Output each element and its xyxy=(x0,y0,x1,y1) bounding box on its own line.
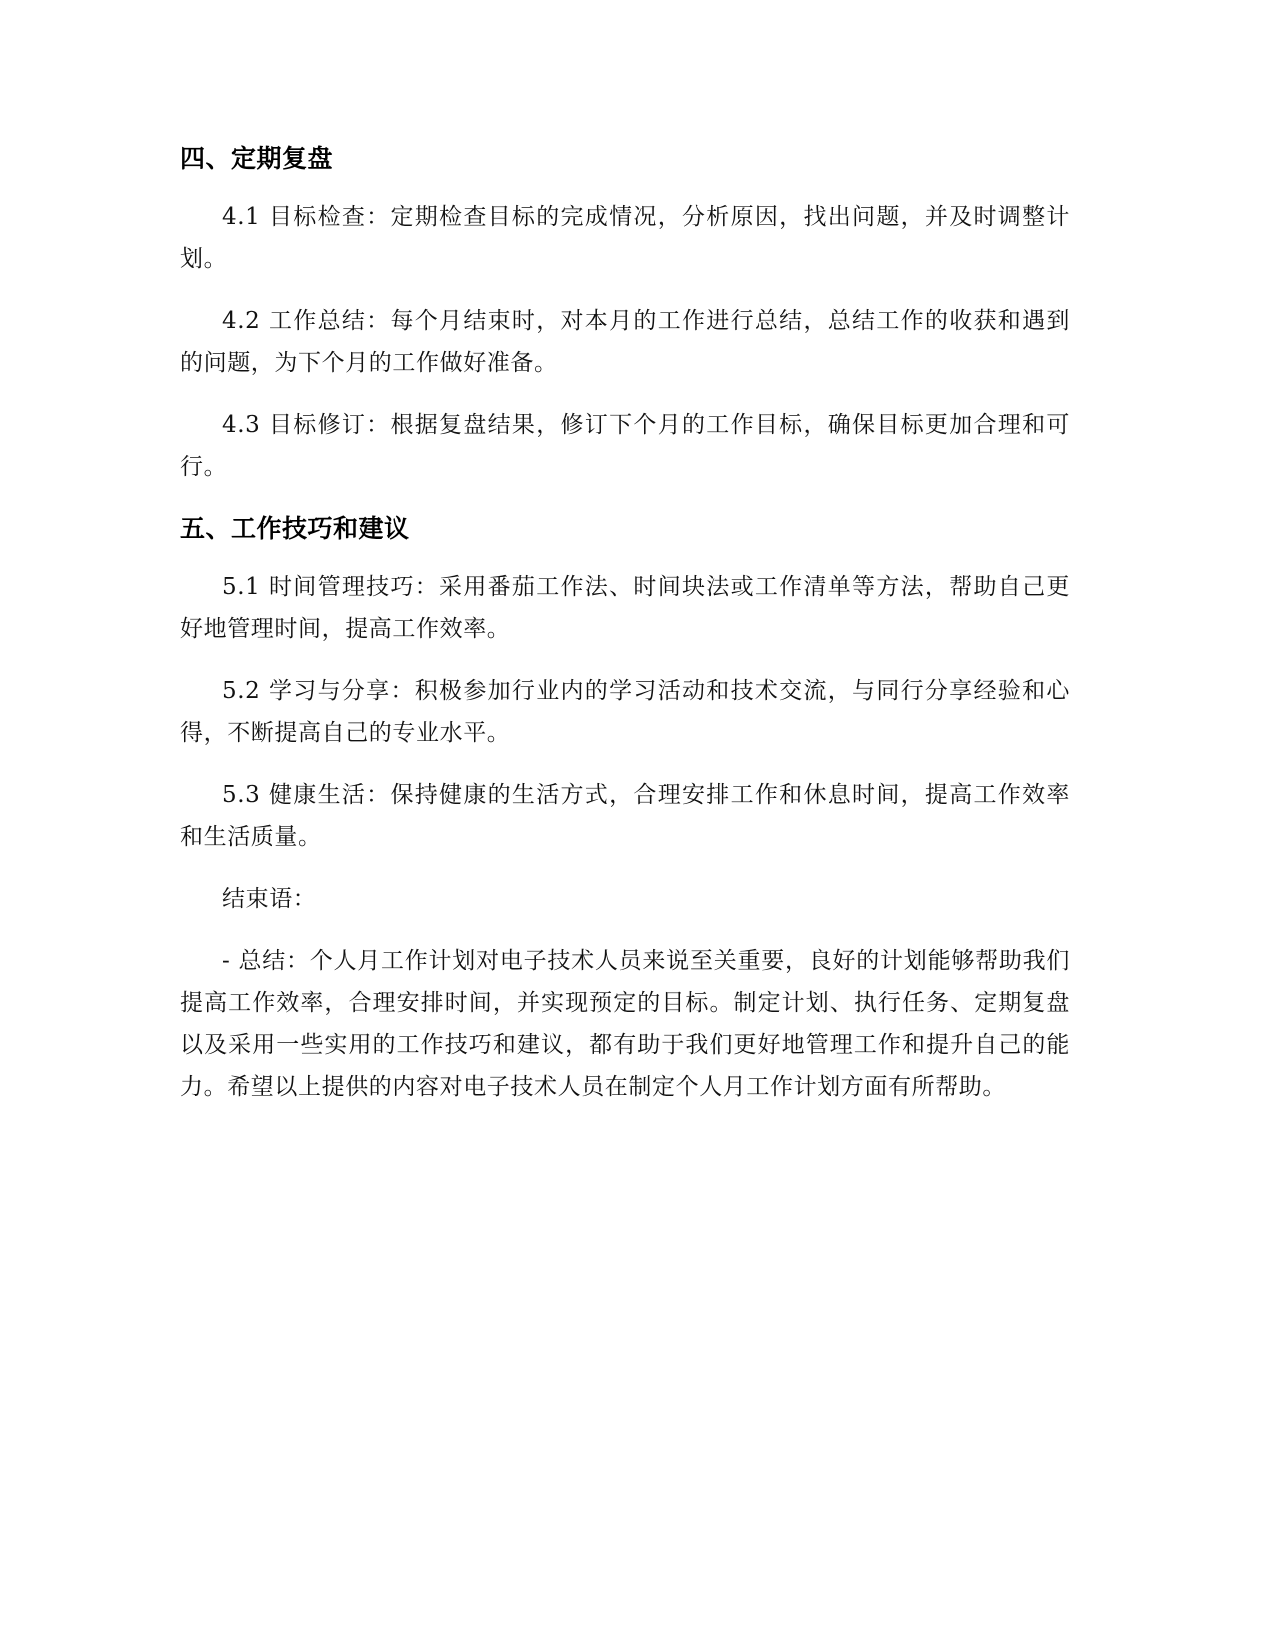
paragraph-4-3: 4.3 目标修订：根据复盘结果，修订下个月的工作目标，确保目标更加合理和可行。 xyxy=(180,412,1070,480)
paragraph-4-2: 4.2 工作总结：每个月结束时，对本月的工作进行总结，总结工作的收获和遇到的问题，为下个月的工作做好准备。 xyxy=(180,308,1070,376)
closing-label: 结束语： xyxy=(222,886,317,912)
paragraph-5-1: 5.1 时间管理技巧：采用番茄工作法、时间块法或工作清单等方法，帮助自己更好地管理时间，提高工作效率。 xyxy=(180,574,1070,642)
paragraph-5-2: 5.2 学习与分享：积极参加行业内的学习活动和技术交流，与同行分享经验和心得，不断提高自己的专业水平。 xyxy=(180,678,1070,746)
paragraph-4-1: 4.1 目标检查：定期检查目标的完成情况，分析原因，找出问题，并及时调整计划。 xyxy=(180,204,1070,272)
section-heading-review: 四、定期复盘 xyxy=(180,144,334,173)
section-heading-tips: 五、工作技巧和建议 xyxy=(180,514,410,543)
document-page xyxy=(180,142,1070,1128)
closing-summary: - 总结：个人月工作计划对电子技术人员来说至关重要，良好的计划能够帮助我们提高工作效率，合理安排时间，并实现预定的目标。制定计划、执行任务、定期复盘以及采用一些实用的工作技巧和建议，都有助于我们更好地管理工作和提升自己的能力。希望以上提供的内容对电子技术人员在制定个人月工作计划方面有所帮助。 xyxy=(180,948,1070,1100)
paragraph-5-3: 5.3 健康生活：保持健康的生活方式，合理安排工作和休息时间，提高工作效率和生活质量。 xyxy=(180,782,1070,850)
